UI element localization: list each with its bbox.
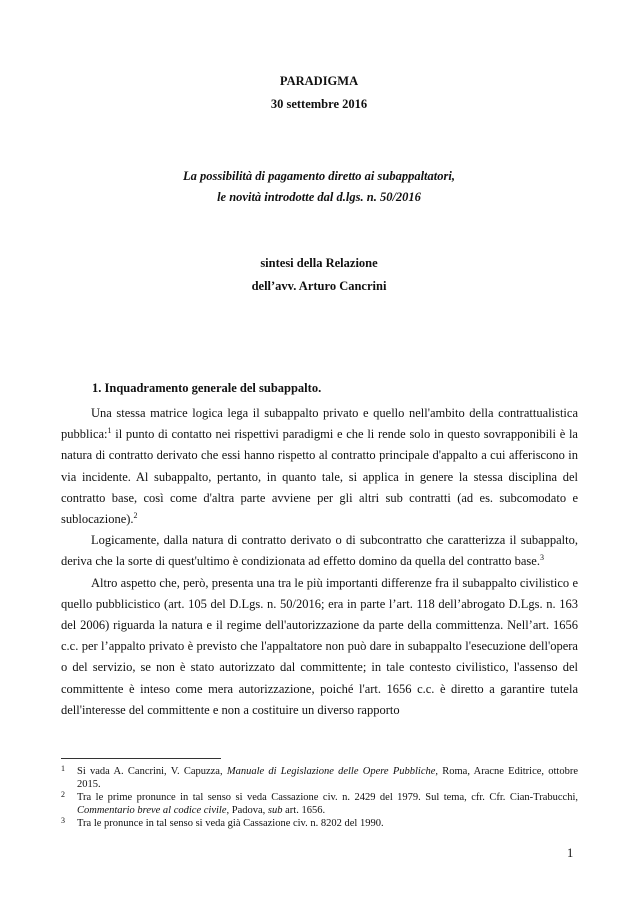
footnote-ref-1: 1 (107, 426, 112, 436)
paragraph-2-text: Logicamente, dalla natura di contratto derivato o di subcontratto che caratterizza il subappalto, deriva che la sorte di quest'ultimo è condizionata ad effetto domino da quella del contratto base. (61, 533, 578, 569)
subtitle-line-1: La possibilità di pagamento diretto ai subappaltatori, (183, 169, 455, 183)
relazione-line-1: sintesi della Relazione (260, 256, 378, 270)
paragraph-3: Altro aspetto che, però, presenta una tra le più importanti differenze fra il subappalto civilistico e quello pubblicistico (art. 105 del D.Lgs. n. 50/2016; era in parte l’art. 118 dell’abrogato D.Lgs. n. 163 del 2006) riguarda la natura e il regime dell'autorizzazione da parte della committenza. Nell’art. 1656 c.c. per l’appalto privato è previsto che l'appaltatore non può dare in subappalto l'esecuzione dell'opera o del servizio, se non è stato autorizzato dal committente; in tale contesto civilistico, l'assenso del committente è inteso come mera autorizzazione, poiché l'art. 1656 c.c. è diretto a garantire tutela dell'interesse del committente e non a costituire un diverso rapporto (61, 575, 578, 717)
footnote-number: 2 (61, 790, 65, 799)
document-date: 30 settembre 2016 (270, 97, 368, 111)
footnote-ref-2: 2 (133, 511, 138, 521)
paragraph-1-text-b: il punto di contatto nei rispettivi paradigmi e che li rende solo in questo sovrapponibili è la natura di contratto derivato che essi hanno rispetto al contratto principale d'appalto a cui afferiscono in via incidente. Al subappalto, pertanto, in quanto tale, si applica in genere la stessa disciplina del contratto base, così come d'altra parte avviene per gli altri sub contratti (ad es. subcomodato e sublocazione). (61, 427, 578, 527)
footnote-italic: sub (267, 805, 283, 816)
footnote-number: 3 (61, 816, 65, 825)
footnote-1 (61, 765, 578, 791)
footnote-divider (61, 758, 221, 759)
footnote-2 (61, 791, 578, 817)
paragraph-1 (61, 403, 578, 530)
footnote-text: Tra le prime pronunce in tal senso si veda Cassazione civ. n. 2429 del 1979. Sul tema, cfr. Cfr. Cian-Trabucchi, (77, 792, 578, 803)
footnote-number: 1 (61, 764, 65, 773)
paragraph-2 (61, 530, 578, 572)
footnote-text: Tra le pronunce in tal senso si veda già Cassazione civ. n. 8202 del 1990. (77, 818, 384, 829)
document-title: PARADIGMA (279, 74, 359, 88)
subtitle-line-2: le novità introdotte dal d.lgs. n. 50/2016 (217, 190, 421, 204)
paragraph-1-text-a: Una stessa matrice logica lega il subappalto privato e quello nell'ambito della contrattualistica pubblica: (61, 406, 578, 442)
footnote-ref-3: 3 (539, 553, 544, 563)
section-body (61, 403, 578, 721)
footnote-text: art. 1656. (282, 805, 326, 816)
footnote-book-title: Commentario breve al codice civile (77, 805, 227, 816)
footnote-book-title: Manuale di Legislazione delle Opere Pubbliche (226, 766, 436, 777)
footnotes (61, 765, 578, 830)
footnote-text: , Roma, Aracne Editrice, ottobre 2015. (77, 766, 579, 790)
section-heading: 1. Inquadramento generale del subappalto. (92, 381, 322, 395)
footnote-3 (61, 817, 578, 830)
footnote-text: , Padova, (226, 805, 268, 816)
relazione-line-2: dell’avv. Arturo Cancrini (251, 279, 387, 293)
footnote-text: Si vada A. Cancrini, V. Capuzza, (77, 766, 227, 777)
page-number: 1 (567, 846, 574, 860)
